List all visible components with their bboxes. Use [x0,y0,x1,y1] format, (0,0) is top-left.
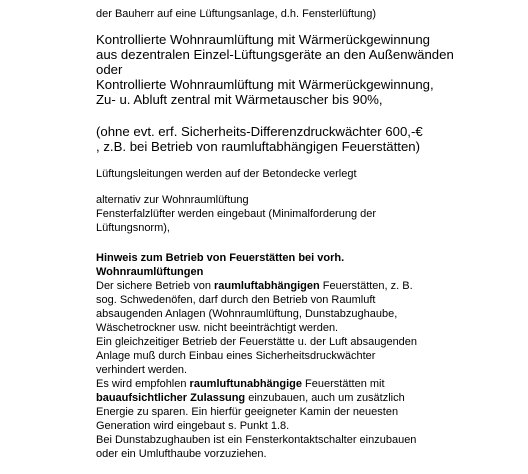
hint-line-1 [96,279,413,293]
option-line-2: aus dezentralen Einzel-Lüftungsgeräte an den Außenwänden [96,47,454,62]
hint-line-4: Wäschetrockner usw. nicht beeinträchtigt werden. [96,322,339,334]
hint-line-10: Energie zu sparen. Ein hierfür geeigneter Kamin der neuesten [96,406,399,418]
hint-line-13: oder ein Umlufthaube vorzuziehen. [96,448,267,460]
alternative-line-3: Lüftungsnorm), [96,222,170,234]
hint-line-12: Bei Dunstabzughauben ist ein Fensterkontaktschalter einzubauen [96,434,417,446]
laying-line: Lüftungsleitungen werden auf der Betondecke verlegt [96,168,357,180]
hint-line-1-bold: raumluftabhängigen [214,280,320,292]
note-line-2: , z.B. bei Betrieb von raumluftabhängigen Feuerstätten) [96,139,421,154]
option-line-3: oder [96,62,123,77]
option-line-5: Zu- u. Abluft zentral mit Wärmetauscher bis 90%, [96,92,383,107]
hint-line-8 [96,377,385,391]
hint-heading-1: Hinweis zum Betrieb von Feuerstätten bei vorh. [96,252,345,264]
option-line-1: Kontrollierte Wohnraumlüftung mit Wärmerückgewinnung [96,32,430,47]
hint-line-6: Anlage muß durch Einbau eines Sicherheitsdruckwächter [96,350,376,362]
top-line: der Bauherr auf eine Lüftungsanlage, d.h. Fensterlüftung) [96,8,377,20]
hint-line-8-b: Feuerstätten mit [302,378,385,390]
hint-line-5: Ein gleichzeitiger Betrieb der Feuerstätte u. der Luft absaugenden [96,336,418,348]
hint-line-2: sog. Schwedenöfen, darf durch den Betrieb von Raumluft [96,294,376,306]
hint-line-1-b: Feuerstätten, z. B. [319,280,413,292]
hint-line-9-b: einzubauen, auch um zusätzlich [245,392,405,404]
hint-line-8-bold: raumluftunabhängige [189,378,302,390]
hint-line-7: verhindert werden. [96,364,188,376]
hint-heading-2: Wohnraumlüftungen [96,266,204,278]
hint-line-1-a: Der sichere Betrieb von [96,280,214,292]
hint-line-11: Generation wird eingebaut s. Punkt 1.8. [96,420,290,432]
option-line-4: Kontrollierte Wohnraumlüftung mit Wärmerückgewinnung, [96,77,434,92]
hint-line-9-bold: bauaufsichtlicher Zulassung [96,392,246,404]
alternative-line-1: alternativ zur Wohnraumlüftung [96,194,249,206]
alternative-line-2: Fensterfalzlüfter werden eingebaut (Minimalforderung der [96,208,377,220]
hint-line-9 [96,391,405,405]
hint-line-3: absaugenden Anlagen (Wohnraumlüftung, Dunstabzughaube, [96,308,398,320]
note-line-1: (ohne evt. erf. Sicherheits-Differenzdruckwächter 600,-€ [96,124,423,139]
hint-line-8-a: Es wird empfohlen [96,378,190,390]
